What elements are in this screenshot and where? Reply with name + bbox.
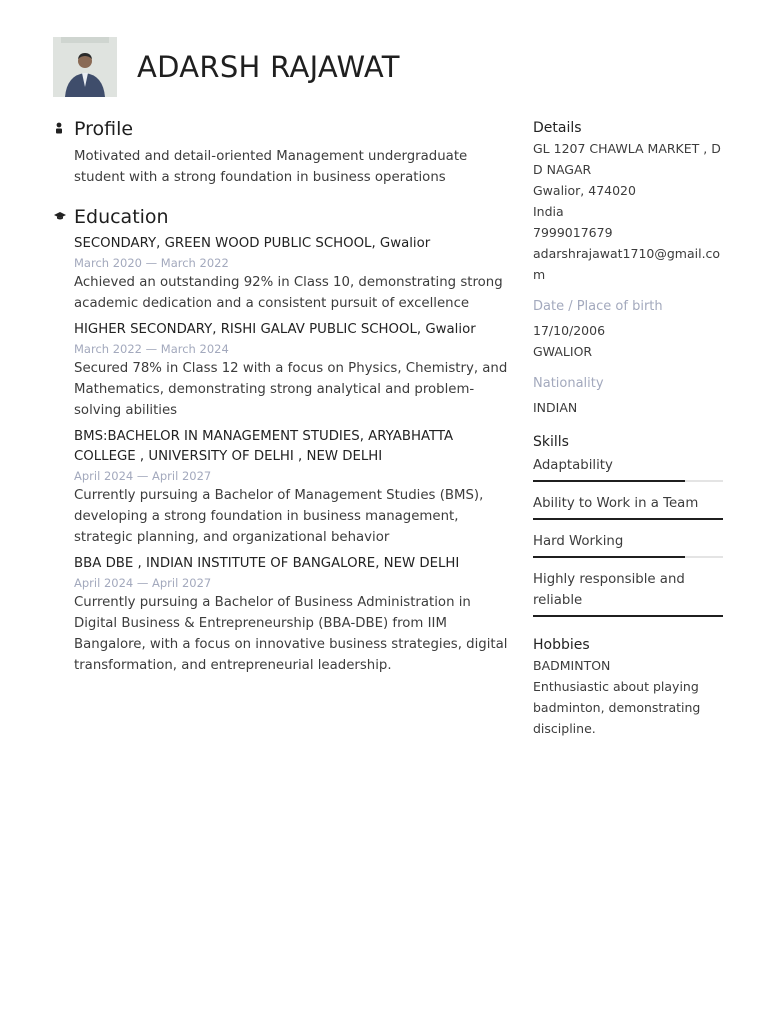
skills-title: Skills [533, 434, 569, 450]
nationality-label: Nationality [533, 376, 604, 391]
education-item-description: Secured 78% in Class 12 with a focus on Physics, Chemistry, and Mathematics, demonstrating strong analytical and problem-solving abilities [74, 361, 508, 418]
profile-title: Profile [74, 118, 134, 140]
email-address: adarshrajawat1710@gmail.com [533, 246, 721, 282]
education-title: Education [74, 206, 169, 228]
education-item [74, 320, 514, 421]
country: India [533, 204, 564, 219]
education-item [74, 234, 514, 314]
skill-level-bar [533, 518, 723, 520]
skill-level-fill [533, 615, 723, 617]
skill-level-fill [533, 556, 685, 558]
education-item-description: Currently pursuing a Bachelor of Management Studies (BMS), developing a strong foundation in business management, strategic planning, and organizational behavior [74, 488, 484, 545]
skill-level-bar [533, 480, 723, 482]
address-line-2: Gwalior, 474020 [533, 183, 636, 198]
place-of-birth: GWALIOR [533, 344, 593, 359]
person-icon [54, 122, 74, 137]
skill-level-fill [533, 480, 685, 482]
skill-item [533, 452, 723, 490]
phone-number: 7999017679 [533, 225, 613, 240]
dob-label: Date / Place of birth [533, 299, 663, 314]
profile-summary: Motivated and detail-oriented Management undergraduate student with a strong foundation in business operations [74, 149, 468, 185]
side-column [533, 120, 723, 739]
education-item [74, 554, 514, 676]
skill-item [533, 566, 723, 625]
hobbies-title: Hobbies [533, 637, 590, 653]
skill-label: Highly responsible and reliable [533, 572, 685, 608]
education-heading [54, 206, 514, 228]
profile-heading [54, 118, 514, 140]
date-of-birth: 17/10/2006 [533, 323, 606, 338]
avatar [53, 37, 117, 97]
nationality: INDIAN [533, 400, 578, 415]
education-item-title: BMS:BACHELOR IN MANAGEMENT STUDIES, ARYABHATTA COLLEGE , UNIVERSITY OF DELHI , NEW DELHI [74, 429, 454, 464]
skill-level-fill [533, 518, 723, 520]
graduation-cap-icon [54, 211, 74, 224]
skill-label: Hard Working [533, 534, 624, 549]
education-item-dates: April 2024 — April 2027 [74, 576, 212, 590]
education-item-description: Achieved an outstanding 92% in Class 10, demonstrating strong academic dedication and a consistent pursuit of excellence [74, 275, 503, 311]
details-title: Details [533, 120, 582, 136]
education-item-dates: March 2022 — March 2024 [74, 342, 229, 356]
education-item-dates: March 2020 — March 2022 [74, 256, 229, 270]
education-item-dates: April 2024 — April 2027 [74, 469, 212, 483]
education-item-title: SECONDARY, GREEN WOOD PUBLIC SCHOOL, Gwalior [74, 236, 431, 251]
skill-label: Ability to Work in a Team [533, 496, 699, 511]
person-photo-icon [53, 37, 117, 97]
education-item-description: Currently pursuing a Bachelor of Business Administration in Digital Business & Entrepreneurship (BBA-DBE) from IIM Bangalore, with a focus on innovative business strategies, digital transformation, and entrepreneurial leadership. [74, 595, 508, 673]
skill-label: Adaptability [533, 458, 613, 473]
hobby-description: Enthusiastic about playing badminton, demonstrating discipline. [533, 679, 701, 736]
candidate-name: ADARSH RAJAWAT [137, 50, 400, 84]
skill-item [533, 528, 723, 566]
address-line-1: GL 1207 CHAWLA MARKET , DD NAGAR [533, 141, 721, 177]
education-item-title: HIGHER SECONDARY, RISHI GALAV PUBLIC SCHOOL, Gwalior [74, 322, 476, 337]
main-column [54, 118, 514, 682]
skill-level-bar [533, 556, 723, 558]
skill-level-bar [533, 615, 723, 617]
education-item-title: BBA DBE , INDIAN INSTITUTE OF BANGALORE, NEW DELHI [74, 556, 460, 571]
education-item [74, 427, 514, 548]
hobby-name: BADMINTON [533, 658, 611, 673]
skill-item [533, 490, 723, 528]
